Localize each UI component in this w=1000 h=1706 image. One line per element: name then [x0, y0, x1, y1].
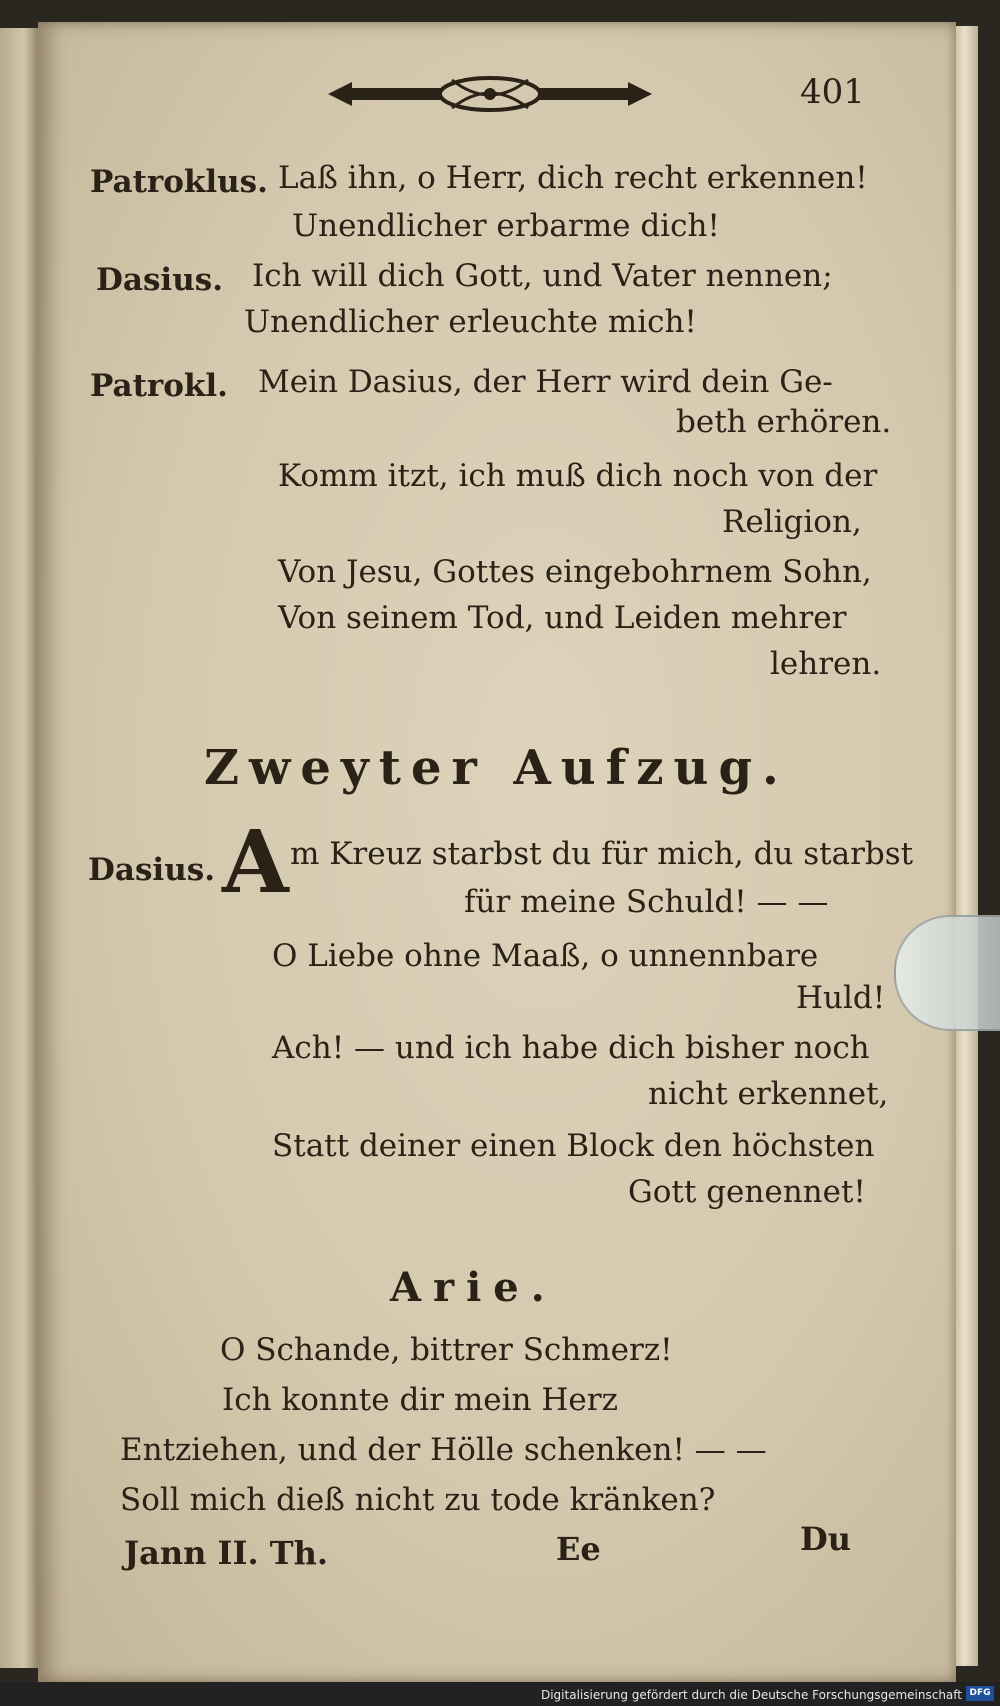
text-line: für meine Schuld! — —: [464, 884, 829, 920]
drop-cap: A: [222, 812, 289, 913]
dfg-logo-icon: DFG: [966, 1686, 994, 1701]
speaker-patrokl: Patrokl.: [90, 368, 228, 404]
aria-line: Entziehen, und der Hölle schenken! — —: [120, 1432, 767, 1468]
text-line: Unendlicher erbarme dich!: [292, 208, 720, 244]
speaker-dasius: Dasius.: [88, 852, 215, 888]
text-line: m Kreuz starbst du für mich, du starbst: [290, 836, 914, 872]
speaker-patroklus: Patroklus.: [90, 164, 268, 200]
page-number: 401: [800, 72, 865, 112]
page-clip: [894, 915, 1000, 1031]
text-line: Ach! — und ich habe dich bisher noch: [272, 1030, 870, 1066]
text-line: Laß ihn, o Herr, dich recht erkennen!: [278, 160, 868, 196]
catchword: Du: [800, 1520, 852, 1558]
text-line: Mein Dasius, der Herr wird dein Ge-: [258, 364, 833, 400]
text-line: Unendlicher erleuchte mich!: [244, 304, 697, 340]
text-line: Komm itzt, ich muß dich noch von der: [278, 458, 878, 494]
text-line: Religion,: [722, 504, 862, 540]
text-line: Von seinem Tod, und Leiden mehrer: [278, 600, 847, 636]
left-page-edge: [0, 28, 40, 1668]
aria-line: Ich konnte dir mein Herz: [222, 1382, 618, 1418]
aria-line: O Schande, bittrer Schmerz!: [220, 1332, 673, 1368]
text-line: beth erhören.: [676, 404, 892, 440]
text-line: O Liebe ohne Maaß, o unnennbare: [272, 938, 819, 974]
aria-line: Soll mich dieß nicht zu tode kränken?: [120, 1482, 716, 1518]
text-line: Gott genennet!: [628, 1174, 866, 1210]
text-line: nicht erkennet,: [648, 1076, 889, 1112]
text-line: Statt deiner einen Block den höchsten: [272, 1128, 875, 1164]
signature-left: Jann II. Th.: [124, 1534, 328, 1572]
act-heading: Zweyter Aufzug.: [204, 740, 789, 796]
text-line: Huld!: [796, 980, 886, 1016]
credit-text: Digitalisierung gefördert durch die Deutsche Forschungsgemeinschaft: [540, 1688, 962, 1702]
speaker-dasius: Dasius.: [96, 262, 223, 298]
ornament-icon: [322, 70, 658, 118]
signature-mark: Ee: [556, 1530, 601, 1568]
text-line: lehren.: [770, 646, 882, 682]
text-line: Von Jesu, Gottes eingebohrnem Sohn,: [278, 554, 872, 590]
aria-heading: Arie.: [390, 1264, 557, 1311]
text-line: Ich will dich Gott, und Vater nennen;: [252, 258, 833, 294]
page-stack-edge: [956, 26, 978, 1666]
